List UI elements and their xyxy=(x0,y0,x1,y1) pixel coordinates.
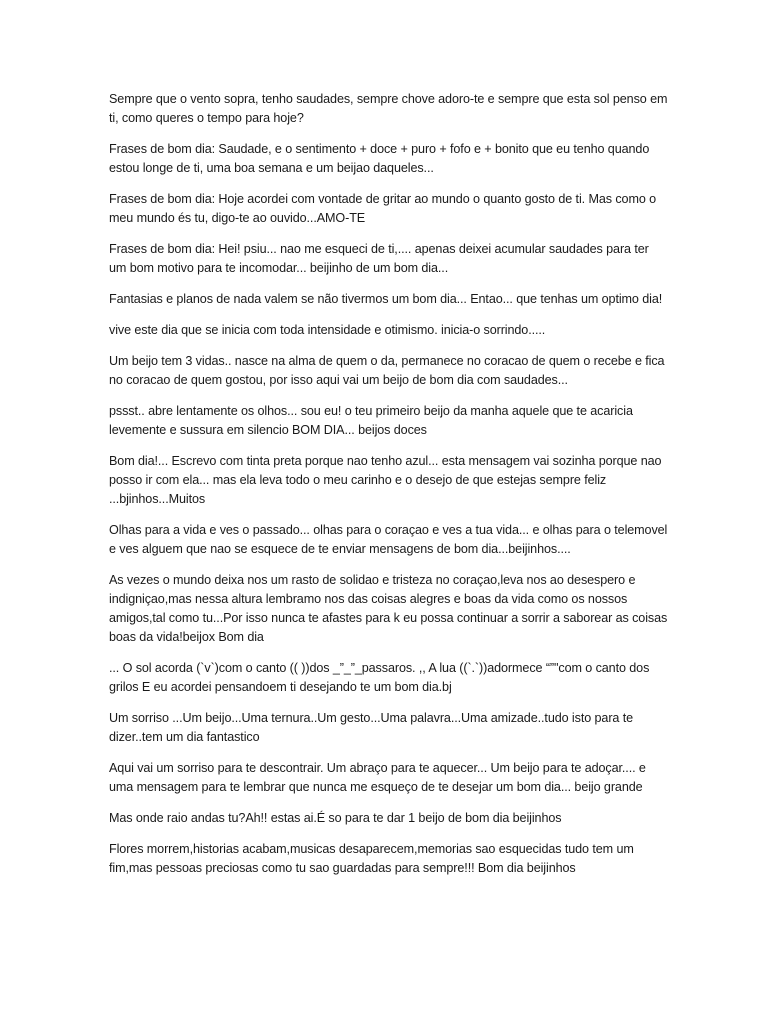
paragraph: Um beijo tem 3 vidas.. nasce na alma de quem o da, permanece no coracao de quem o recebe e fica no coracao de quem gostou, por isso aqui vai um beijo de bom dia com saudades... xyxy=(109,354,665,387)
paragraph: Sempre que o vento sopra, tenho saudades, sempre chove adoro-te e sempre que esta sol penso em ti, como queres o tempo para hoje? xyxy=(109,92,668,125)
paragraph: Mas onde raio andas tu?Ah!! estas ai.É so para te dar 1 beijo de bom dia beijinhos xyxy=(109,811,562,825)
paragraph: vive este dia que se inicia com toda intensidade e otimismo. inicia-o sorrindo..... xyxy=(109,323,546,337)
document-page xyxy=(109,90,669,890)
paragraph: Um sorriso ...Um beijo...Uma ternura..Um gesto...Uma palavra...Uma amizade..tudo isto para te dizer..tem um dia fantastico xyxy=(109,711,634,744)
paragraph: Olhas para a vida e ves o passado... olhas para o coraçao e ves a tua vida... e olhas para o telemovel e ves alguem que nao se esquece de te enviar mensagens de bom dia...beijinhos.... xyxy=(109,523,668,556)
paragraph: pssst.. abre lentamente os olhos... sou eu! o teu primeiro beijo da manha aquele que te acaricia levemente e sussura em silencio BOM DIA... beijos doces xyxy=(109,404,633,437)
paragraph: Frases de bom dia: Hei! psiu... nao me esqueci de ti,.... apenas deixei acumular saudades para ter um bom motivo para te incomodar... beijinho de um bom dia... xyxy=(109,242,649,275)
paragraph: Fantasias e planos de nada valem se não tivermos um bom dia... Entao... que tenhas um optimo dia! xyxy=(109,292,663,306)
paragraph: Frases de bom dia: Hoje acordei com vontade de gritar ao mundo o quanto gosto de ti. Mas como o meu mundo és tu, digo-te ao ouvido...AMO-TE xyxy=(109,192,657,225)
paragraph: Frases de bom dia: Saudade, e o sentimento + doce + puro + fofo e + bonito que eu tenho quando estou longe de ti, uma boa semana e um beijao daqueles... xyxy=(109,142,650,175)
paragraph: ... O sol acorda (`v`)com o canto (( ))dos _”_”_passaros. ,, A lua ((`.`))adormece “”"com o canto dos grilos E eu acordei pensandoem ti desejando te um bom dia.bj xyxy=(109,661,650,694)
paragraph: Flores morrem,historias acabam,musicas desaparecem,memorias sao esquecidas tudo tem um fim,mas pessoas preciosas como tu sao guardadas para sempre!!! Bom dia beijinhos xyxy=(109,842,634,875)
paragraph: Bom dia!... Escrevo com tinta preta porque nao tenho azul... esta mensagem vai sozinha porque nao posso ir com ela... mas ela leva todo o meu carinho e o desejo de que estejas sempre feliz ...bjinhos...Muitos xyxy=(109,454,662,506)
paragraph: As vezes o mundo deixa nos um rasto de solidao e tristeza no coraçao,leva nos ao desespero e indigniçao,mas nessa altura lembramo nos das coisas alegres e boas da vida como os nossos amigos,tal como tu...Por isso nunca te afastes para k eu possa continuar a sorrir a saborear as coisas boas da vida!beijox Bom dia xyxy=(109,573,668,644)
paragraph: Aqui vai um sorriso para te descontrair. Um abraço para te aquecer... Um beijo para te adoçar.... e uma mensagem para te lembrar que nunca me esqueço de te desejar um bom dia... beijo grande xyxy=(109,761,646,794)
